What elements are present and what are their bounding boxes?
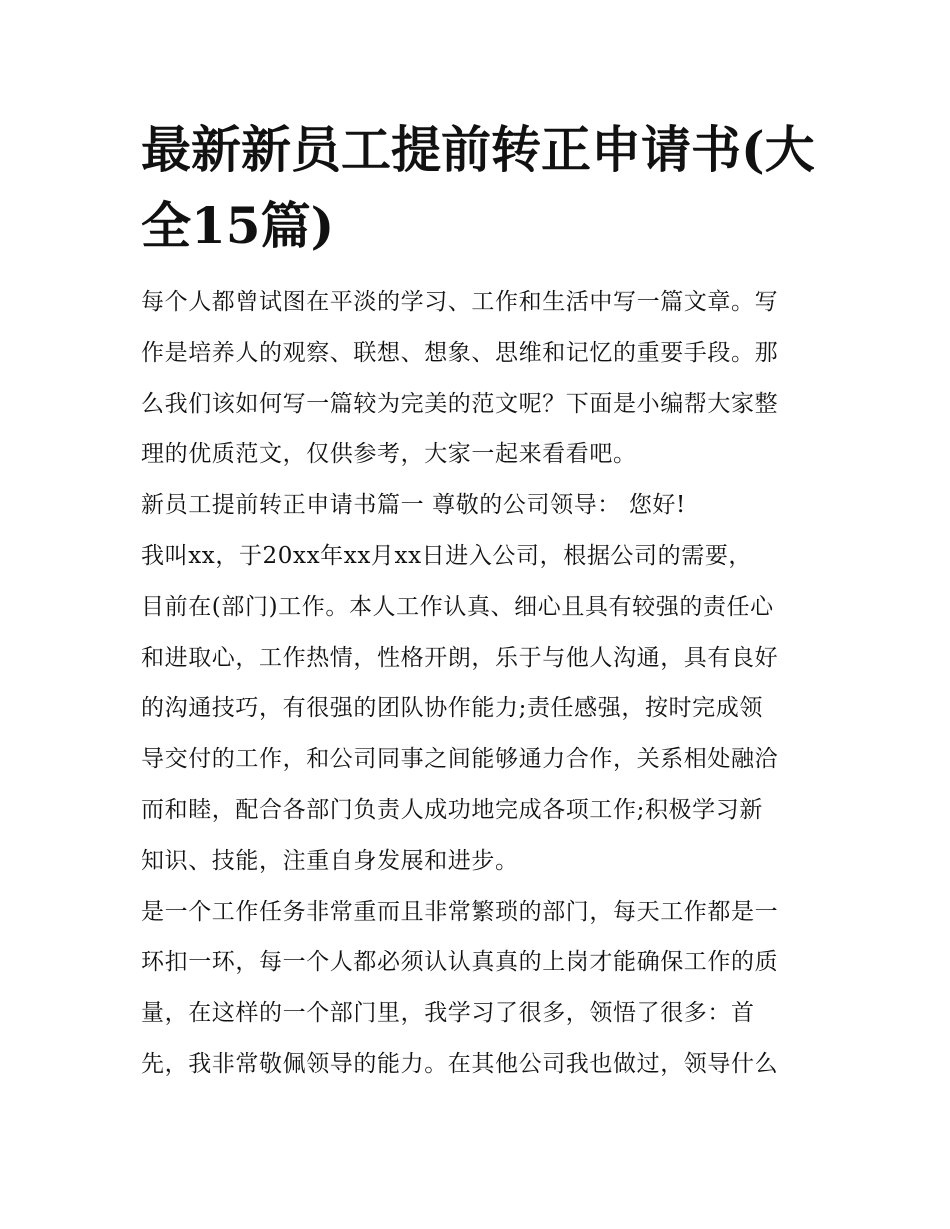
text-line: 而和睦，配合各部门负责人成功地完成各项工作;积极学习新 [141,796,763,823]
text-line: 目前在(部门)工作。本人工作认真、细心且具有较强的责任心 [141,593,774,620]
text-line: 先，我非常敬佩领导的能力。在其他公司我也做过，领导什么 [141,1050,779,1077]
title-line: 全15篇) [141,196,335,255]
document-body [141,280,821,1093]
text-line: 和进取心，工作热情，性格开朗，乐于与他人沟通，具有良好 [141,644,779,671]
text-line: 导交付的工作，和公司同事之间能够通力合作，关系相处融洽 [141,746,779,773]
text-line: 的沟通技巧，有很强的团队协作能力;责任感强，按时完成领 [141,695,763,722]
document-title [141,112,821,264]
text-line: 知识、技能，注重自身发展和进步。 [141,847,519,874]
text-line: 环扣一环，每一个人都必须认认真真的上岗才能确保工作的质 [141,949,779,976]
text-line: 每个人都曾试图在平淡的学习、工作和生活中写一篇文章。写 [141,289,779,315]
text-line: 么我们该如何写一篇较为完美的范文呢？下面是小编帮大家整 [141,390,779,417]
text-line: 我叫xx，于20xx年xx月xx日进入公司，根据公司的需要， [141,542,753,569]
text-line: 作是培养人的观察、联想、想象、思维和记忆的重要手段。那 [141,339,779,366]
text-line: 新员工提前转正申请书篇一 尊敬的公司领导： 您好! [141,492,686,519]
title-line: 最新新员工提前转正申请书(大 [141,120,815,179]
text-line: 量，在这样的一个部门里，我学习了很多，领悟了很多：首 [141,1000,755,1027]
text-line: 理的优质范文，仅供参考，大家一起来看看吧。 [141,441,637,468]
text-line: 是一个工作任务非常重而且非常繁琐的部门，每天工作都是一 [141,898,779,925]
